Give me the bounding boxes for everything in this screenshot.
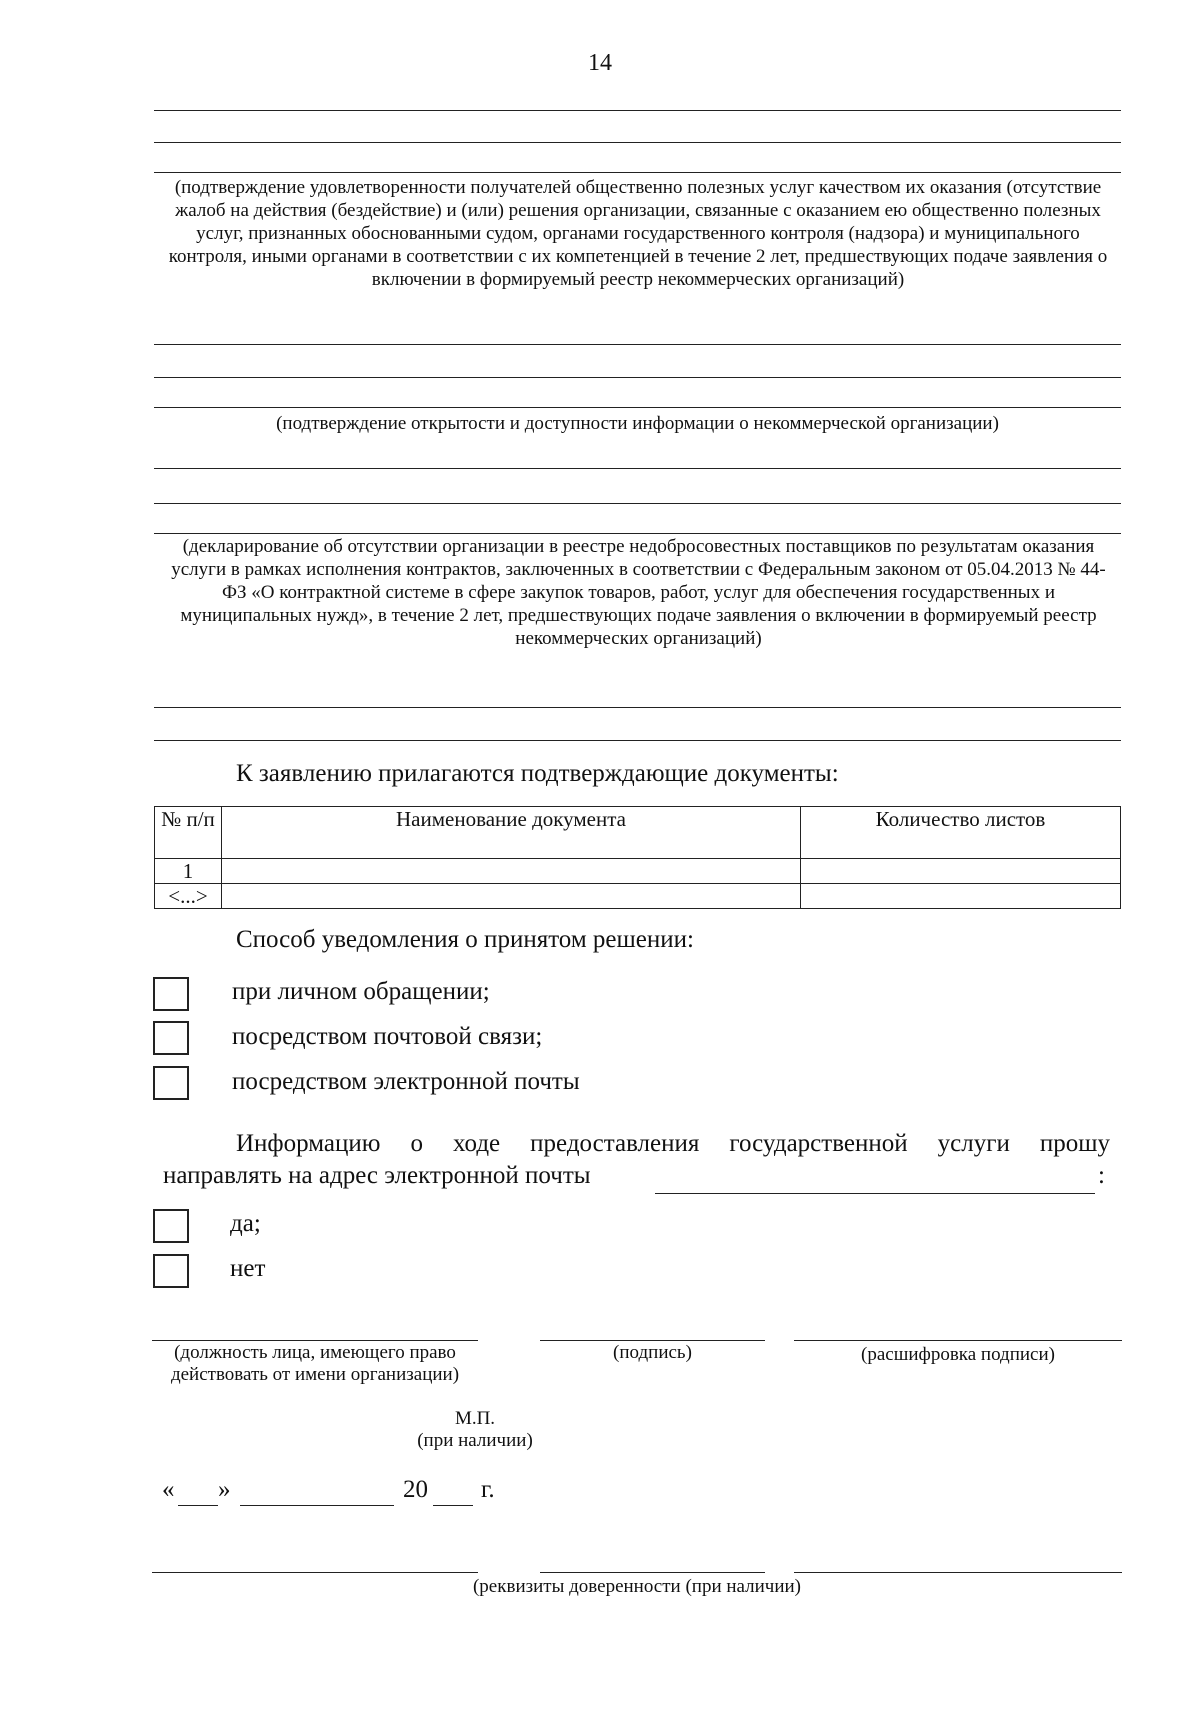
blank-line bbox=[154, 533, 1121, 534]
declaration-note: (декларирование об отсутствии организации в реестре недобросовестных поставщиков по результатам оказания услуги в рамках исполнения контрактов, заключенных в соответствии с Федеральным законом от 05.04.2013 № 44-ФЗ «О контрактной системе в сфере закупок товаров, работ, услуг для обеспечения государственных и муниципальных нужд», в течение 2 лет, предшествующих подаче заявления о включении в формируемый реестр некоммерческих организаций) bbox=[171, 536, 1106, 649]
checkbox-in-person[interactable] bbox=[153, 977, 189, 1011]
table-header-row bbox=[155, 807, 1121, 859]
checkbox-email[interactable] bbox=[153, 1066, 189, 1100]
checkbox-postal[interactable] bbox=[153, 1021, 189, 1055]
document-name-cell[interactable] bbox=[222, 884, 801, 909]
email-info-text-line2: направлять на адрес электронной почты bbox=[163, 1162, 591, 1189]
date-open-quote: « bbox=[162, 1476, 175, 1503]
decoding-label: (расшифровка подписи) bbox=[861, 1344, 1055, 1365]
sheet-count-cell[interactable] bbox=[801, 859, 1121, 884]
blank-line bbox=[154, 110, 1121, 111]
openness-note: (подтверждение открытости и доступности информации о некоммерческой организации) bbox=[276, 413, 999, 434]
checkbox-no[interactable] bbox=[153, 1254, 189, 1288]
year-prefix: 20 bbox=[403, 1476, 428, 1503]
date-month-field[interactable] bbox=[240, 1505, 394, 1506]
date-year-field[interactable] bbox=[433, 1505, 473, 1506]
blank-line bbox=[154, 142, 1121, 143]
blank-line bbox=[154, 503, 1121, 504]
date-day-field[interactable] bbox=[178, 1505, 218, 1506]
column-header-number: № п/п bbox=[155, 807, 222, 859]
blank-line bbox=[154, 407, 1121, 408]
signature-label: (подпись) bbox=[613, 1342, 692, 1363]
decoding-line bbox=[794, 1340, 1122, 1341]
option-postal-label: посредством почтовой связи; bbox=[232, 1023, 543, 1050]
option-email-label: посредством электронной почты bbox=[232, 1068, 580, 1095]
signature-line bbox=[540, 1340, 765, 1341]
email-address-field[interactable] bbox=[655, 1193, 1095, 1194]
blank-line bbox=[154, 377, 1121, 378]
table-row bbox=[155, 859, 1121, 884]
date-close-quote: » bbox=[218, 1476, 231, 1503]
row-number: 1 bbox=[155, 859, 222, 884]
blank-line bbox=[154, 740, 1121, 741]
page-number: 14 bbox=[588, 50, 612, 76]
option-yes-label: да; bbox=[230, 1210, 261, 1237]
blank-line bbox=[154, 707, 1121, 708]
attachments-heading: К заявлению прилагаются подтверждающие документы: bbox=[236, 760, 839, 787]
year-suffix: г. bbox=[481, 1476, 495, 1503]
position-label: (должность лица, имеющего право действовать от имени организации) bbox=[170, 1342, 460, 1385]
blank-line bbox=[154, 172, 1121, 173]
blank-line bbox=[154, 468, 1121, 469]
position-line bbox=[152, 1340, 478, 1341]
attachments-table bbox=[154, 806, 1121, 909]
email-colon: : bbox=[1098, 1162, 1105, 1189]
document-name-cell[interactable] bbox=[222, 859, 801, 884]
stamp-label: М.П. bbox=[454, 1408, 496, 1429]
blank-line bbox=[154, 344, 1121, 345]
email-info-text-line1: Информацию о ходе предоставления государственной услуги прошу bbox=[236, 1130, 1110, 1157]
column-header-document-name: Наименование документа bbox=[222, 807, 801, 859]
satisfaction-note: (подтверждение удовлетворенности получателей общественно полезных услуг качеством их оказания (отсутствие жалоб на действия (бездействие) и (или) решения организации, связанные с оказанием ею общественно полезных услуг, признанных обоснованными судом, органами государственного контроля (надзора) и муниципального контроля, иными органами в соответствии с их компетенцией в течение 2 лет, предшествующих подаче заявления о включении в формируемый реестр некоммерческих организаций) bbox=[168, 177, 1108, 290]
power-of-attorney-line bbox=[152, 1572, 478, 1573]
power-of-attorney-line bbox=[794, 1572, 1122, 1573]
option-in-person-label: при личном обращении; bbox=[232, 978, 490, 1005]
power-of-attorney-line bbox=[540, 1572, 765, 1573]
stamp-note: (при наличии) bbox=[417, 1430, 533, 1451]
power-of-attorney-label: (реквизиты доверенности (при наличии) bbox=[472, 1576, 802, 1597]
notification-heading: Способ уведомления о принятом решении: bbox=[236, 926, 694, 953]
option-no-label: нет bbox=[230, 1255, 266, 1282]
table-row bbox=[155, 884, 1121, 909]
checkbox-yes[interactable] bbox=[153, 1209, 189, 1243]
row-number: <...> bbox=[155, 884, 222, 909]
sheet-count-cell[interactable] bbox=[801, 884, 1121, 909]
column-header-sheet-count: Количество листов bbox=[801, 807, 1121, 859]
